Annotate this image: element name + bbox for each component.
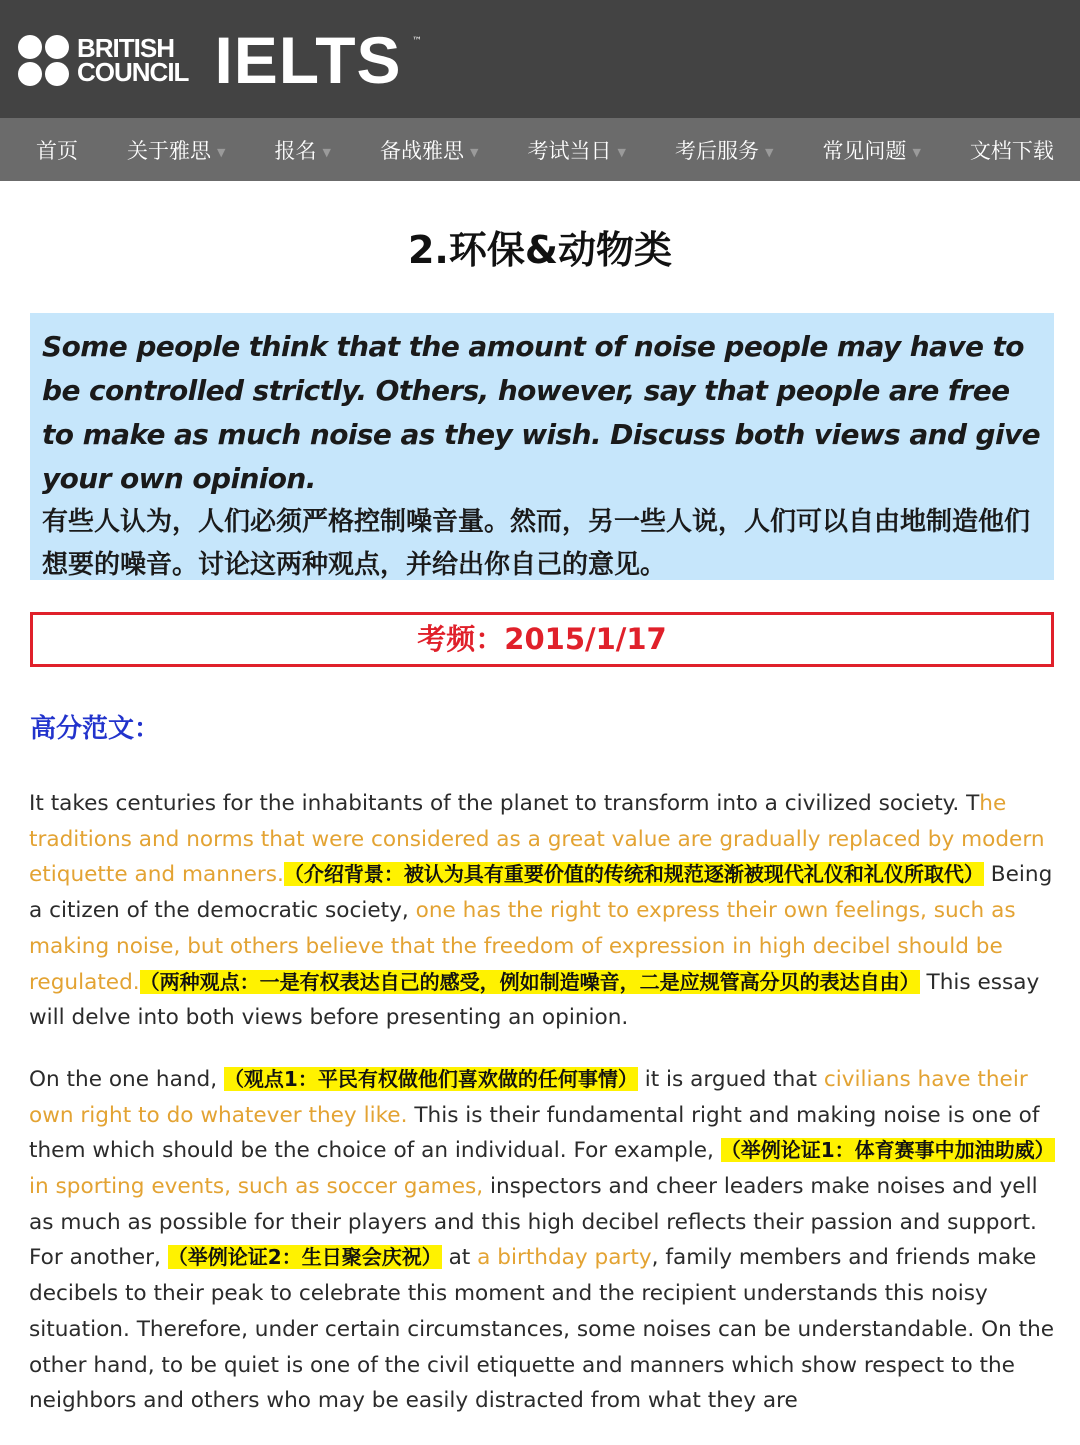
chevron-down-icon: ▼: [322, 146, 331, 159]
question-english: Some people think that the amount of noise people may have to be controlled strictly. Others, however, say that people are free to make as much noise as they wish. Discuss both views and give your own opinion.: [42, 330, 1041, 495]
essay-paragraph-1: [29, 786, 1059, 1036]
essay-text: It takes centuries for the inhabitants of the planet to transform into a civilized society. T: [29, 791, 980, 816]
question-box: [30, 313, 1054, 580]
key-phrase: in sporting events, such as soccer games,: [29, 1174, 484, 1200]
british-council-wordmark: BRITISH COUNCIL: [77, 33, 189, 87]
key-phrase: civilians have their own right to do whatever they like.: [29, 1066, 1028, 1128]
nav-item-test-day[interactable]: 考试当日 ▼: [527, 138, 626, 163]
nav-item-after-test[interactable]: 考后服务 ▼: [674, 138, 774, 163]
annotation-highlight: （观点1：平民有权做他们喜欢做的任何事情）: [223, 1066, 638, 1091]
annotation-highlight: （举例论证2：生日聚会庆祝）: [167, 1245, 442, 1270]
nav-item-downloads[interactable]: 文档下载: [969, 138, 1054, 163]
nav-item-register[interactable]: 报名 ▼: [274, 138, 331, 163]
essay-text: , family members and friends make decibels to their peak to celebrate this moment and the recipient understands this noisy situation. Therefore, under certain circumstances, some noises can be understandable. On the other hand, to be quiet is one of the civil etiquette and manners which show respect to the neighbors and others who may be easily distracted from what they are: [29, 1245, 1055, 1414]
essay-text: On the one hand,: [29, 1066, 224, 1092]
trademark-mark: ™: [412, 36, 422, 47]
nav-item-about-ielts[interactable]: 关于雅思 ▼: [127, 138, 226, 163]
key-phrase: a birthday party: [477, 1245, 652, 1271]
british-council-dots-icon: [18, 35, 69, 86]
chevron-down-icon: ▼: [912, 146, 921, 159]
chevron-down-icon: ▼: [469, 146, 479, 159]
essay-body: [29, 786, 1059, 1445]
essay-text: Being a citizen of the democratic society,: [29, 862, 1053, 924]
essay-text: inspectors and cheer leaders make noises and yell as much as possible for their players and this high decibel reflects their passion and support. For another,: [29, 1174, 1038, 1271]
annotation-highlight: （举例论证1：体育赛事中加油助威）: [720, 1138, 1055, 1163]
nav-item-home[interactable]: 首页: [36, 138, 78, 163]
chevron-down-icon: ▼: [764, 146, 774, 159]
essay-text: This is their fundamental right and making noise is one of them which should be the choice of an individual. For example,: [29, 1102, 1040, 1164]
nav-item-prepare[interactable]: 备战雅思 ▼: [379, 138, 479, 163]
essay-paragraph-2: [29, 1062, 1059, 1419]
question-chinese: 有些人认为，人们必须严格控制噪音量。然而，另一些人说，人们可以自由地制造他们想要的噪音。讨论这两种观点，并给出你自己的意见。: [42, 507, 1031, 580]
brand-logo[interactable]: [18, 23, 422, 97]
chevron-down-icon: ▼: [217, 146, 226, 159]
essay-text: at: [441, 1245, 478, 1271]
annotation-highlight: （介绍背景：被认为具有重要价值的传统和规范逐渐被现代礼仪和礼仪所取代）: [283, 862, 984, 887]
annotation-highlight: （两种观点：一是有权表达自己的感受，例如制造噪音，二是应规管高分贝的表达自由）: [139, 969, 920, 994]
page-title: 2.环保&动物类: [407, 228, 672, 272]
main-nav: [0, 118, 1080, 181]
exam-frequency-box: 考频：2015/1/17: [30, 612, 1054, 667]
ielts-wordmark: IELTS: [214, 23, 402, 97]
site-header: [0, 0, 1080, 118]
key-phrase: one has the right to express their own feelings, such as making noise, but others believe that the freedom of expression in high decibel should be regulated.: [29, 898, 1016, 995]
nav-item-faq[interactable]: 常见问题 ▼: [822, 138, 921, 163]
key-phrase: he traditions and norms that were considered as a great value are gradually replaced by modern etiquette and manners.: [29, 791, 1045, 888]
chevron-down-icon: ▼: [617, 146, 626, 159]
essay-text: it is argued that: [637, 1066, 824, 1092]
sample-essay-heading: 高分范文：: [30, 714, 161, 744]
essay-text: This essay will delve into both views before presenting an opinion.: [29, 969, 1040, 1031]
